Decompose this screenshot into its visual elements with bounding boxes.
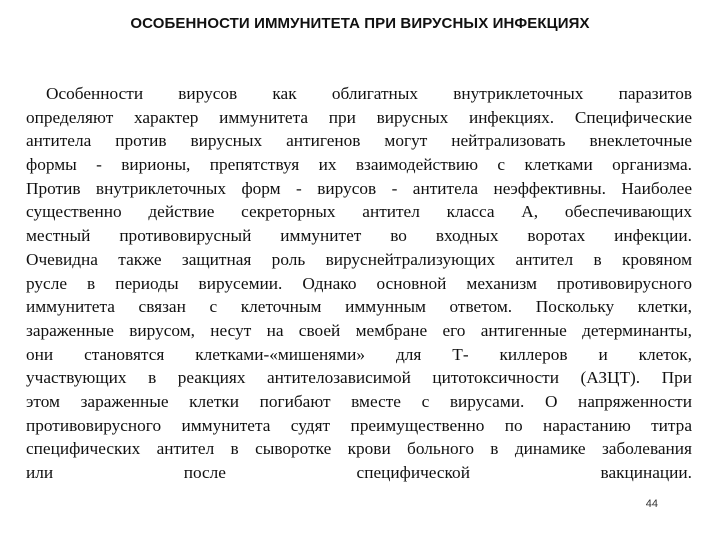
- paragraph-line: иммунитета связан с клеточным иммунным ответом. Поскольку клетки,: [26, 297, 692, 317]
- paragraph-line: специфических антител в сыворотке крови больного в динамике заболевания: [26, 439, 692, 459]
- paragraph-line: этом зараженные клетки погибают вместе с вирусами. О напряженности: [26, 391, 692, 411]
- paragraph-line: или после специфической вакцинации.: [26, 463, 692, 482]
- paragraph-line: зараженные вирусом, несут на своей мембране его антигенные детерминанты,: [26, 320, 692, 340]
- paragraph-line: определяют характер иммунитета при вирусных инфекциях. Специфические: [26, 107, 692, 127]
- paragraph-line: Очевидна также защитная роль вируснейтрализующих антител в кровяном: [26, 249, 692, 269]
- paragraph-line: участвующих в реакциях антителозависимой цитотоксичности (АЗЦТ). При: [26, 368, 692, 388]
- paragraph-line: Против внутриклеточных форм - вирусов - антитела неэффективны. Наиболее: [26, 178, 692, 198]
- paragraph-line: антитела против вирусных антигенов могут нейтрализовать внеклеточные: [26, 131, 692, 151]
- paragraph-line: местный противовирусный иммунитет во входных воротах инфекции.: [26, 226, 692, 246]
- slide-title: ОСОБЕННОСТИ ИММУНИТЕТА ПРИ ВИРУСНЫХ ИНФЕКЦИЯХ: [130, 15, 590, 32]
- page-number: 44: [645, 498, 658, 510]
- paragraph-line: противовирусного иммунитета судят преимущественно по нарастанию титра: [26, 415, 692, 435]
- paragraph-line: формы - вирионы, препятствуя их взаимодействию с клетками организма.: [26, 155, 692, 175]
- paragraph-line: они становятся клетками-«мишенями» для Т- киллеров и клеток,: [26, 344, 692, 364]
- paragraph-line: существенно действие секреторных антител класса А, обеспечивающих: [26, 202, 692, 222]
- paragraph-line: Особенности вирусов как облигатных внутриклеточных паразитов: [46, 84, 692, 103]
- paragraph-line: русле в периоды вирусемии. Однако основной механизм противовирусного: [26, 273, 692, 293]
- body-paragraph: [26, 82, 692, 485]
